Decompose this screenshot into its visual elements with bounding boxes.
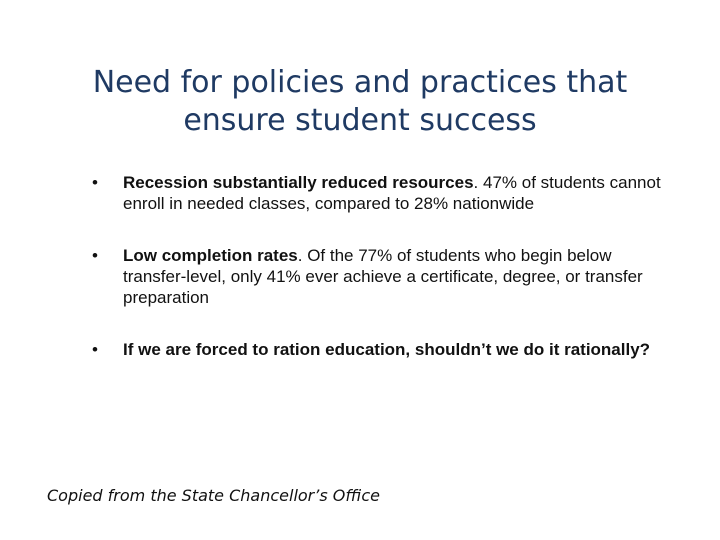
bullet-body-text: . Of the 77% of students who begin below transfer-level, only 41% ever achieve a certificate, degree, or transfer preparation	[123, 246, 643, 307]
bullet-item-ration	[92, 339, 672, 360]
bullet-lead-text: Low completion rates	[123, 246, 298, 265]
bullet-body-text: . 47% of students cannot enroll in needed classes, compared to 28% nationwide	[123, 173, 661, 213]
title-line-1: Need for policies and practices that	[92, 65, 628, 100]
bullet-lead-text: If we are forced to ration education, shouldn’t we do it rationally?	[123, 340, 651, 359]
bullet-item-completion	[92, 245, 672, 308]
bullet-marker: •	[92, 340, 98, 359]
title-line-2: ensure student success	[183, 103, 537, 138]
slide-title	[40, 64, 680, 140]
bullet-list	[92, 172, 672, 360]
bullet-marker: •	[92, 246, 98, 265]
source-footer: Copied from the State Chancellor’s Office	[47, 486, 380, 505]
bullet-marker: •	[92, 173, 98, 192]
bullet-item-resources	[92, 172, 672, 214]
bullet-lead-text: Recession substantially reduced resources	[123, 173, 474, 192]
